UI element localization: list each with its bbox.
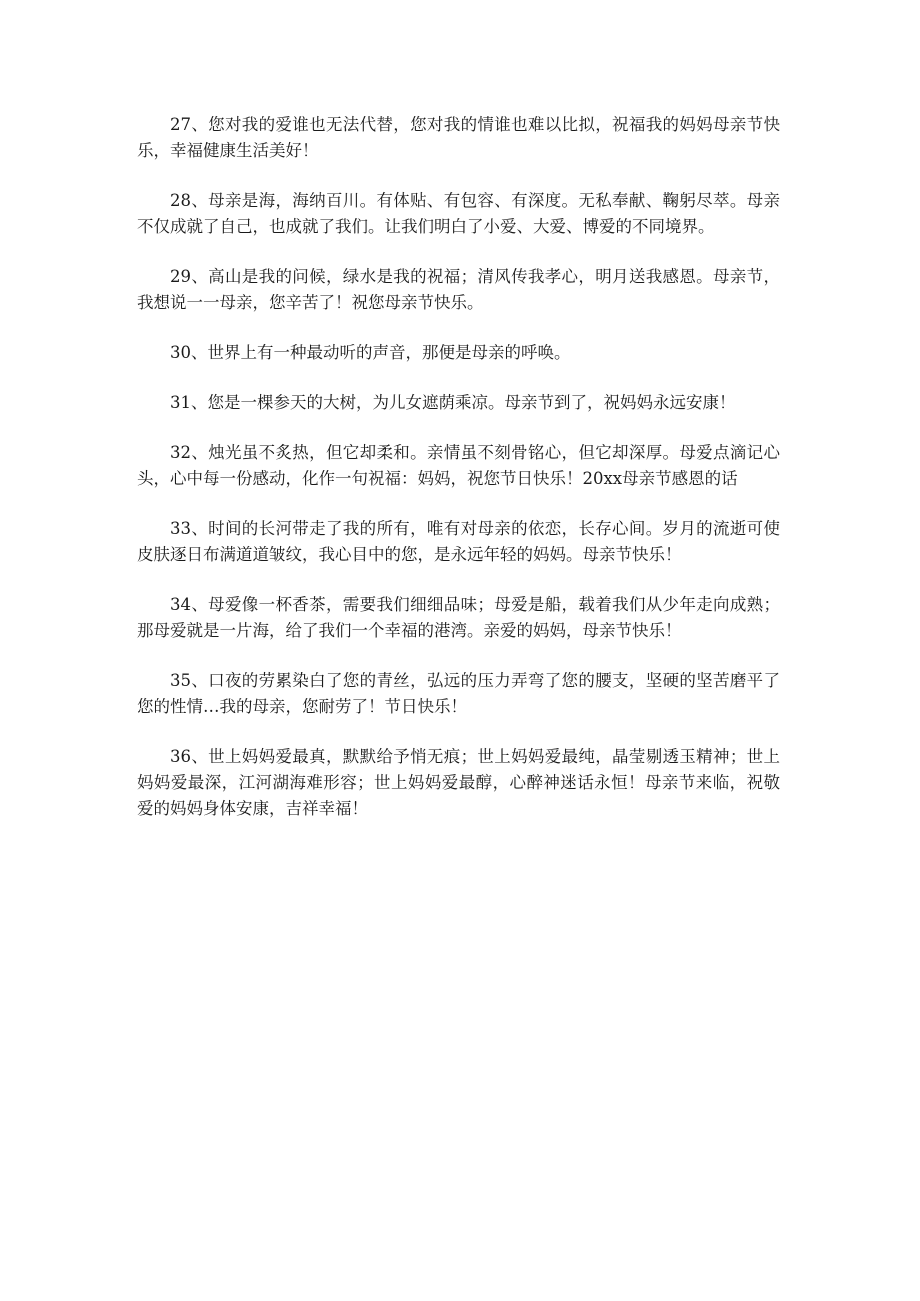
paragraph-28: 28、母亲是海，海纳百川。有体贴、有包容、有深度。无私奉献、鞠躬尽萃。母亲不仅成就了自己，也成就了我们。让我们明白了小爱、大爱、博爱的不同境界。 xyxy=(137,191,780,236)
paragraph-27: 27、您对我的爱谁也无法代替，您对我的情谁也难以比拟，祝福我的妈妈母亲节快乐，幸福健康生活美好！ xyxy=(137,115,780,160)
paragraph-30: 30、世界上有一种最动听的声音，那便是母亲的呼唤。 xyxy=(170,343,571,362)
document-body xyxy=(137,112,780,846)
paragraph-32: 32、烛光虽不炙热，但它却柔和。亲情虽不刻骨铭心，但它却深厚。母爱点滴记心头，心中每一份感动，化作一句祝福：妈妈，祝您节日快乐！20xx母亲节感恩的话 xyxy=(137,443,780,488)
paragraph-35: 35、口夜的劳累染白了您的青丝，弘远的压力弄弯了您的腰支，坚硬的坚苦磨平了您的性情…我的母亲，您耐劳了！节日快乐！ xyxy=(137,671,780,716)
paragraph-33: 33、时间的长河带走了我的所有，唯有对母亲的依恋，长存心间。岁月的流逝可使皮肤逐日布满道道皱纹，我心目中的您，是永远年轻的妈妈。母亲节快乐！ xyxy=(137,519,780,564)
paragraph-34: 34、母爱像一杯香茶，需要我们细细品味；母爱是船，载着我们从少年走向成熟；那母爱就是一片海，给了我们一个幸福的港湾。亲爱的妈妈，母亲节快乐！ xyxy=(137,595,780,640)
paragraph-31: 31、您是一棵参天的大树，为儿女遮荫乘凉。母亲节到了，祝妈妈永远安康！ xyxy=(170,393,736,412)
paragraph-29: 29、高山是我的问候，绿水是我的祝福；清风传我孝心，明月送我感恩。母亲节，我想说一一母亲，您辛苦了！祝您母亲节快乐。 xyxy=(137,267,780,312)
paragraph-36: 36、世上妈妈爱最真，默默给予悄无痕；世上妈妈爱最纯，晶莹剔透玉精神；世上妈妈爱最深，江河湖海难形容；世上妈妈爱最醇，心醉神迷话永恒！母亲节来临，祝敬爱的妈妈身体安康，吉祥幸福！ xyxy=(137,747,780,818)
